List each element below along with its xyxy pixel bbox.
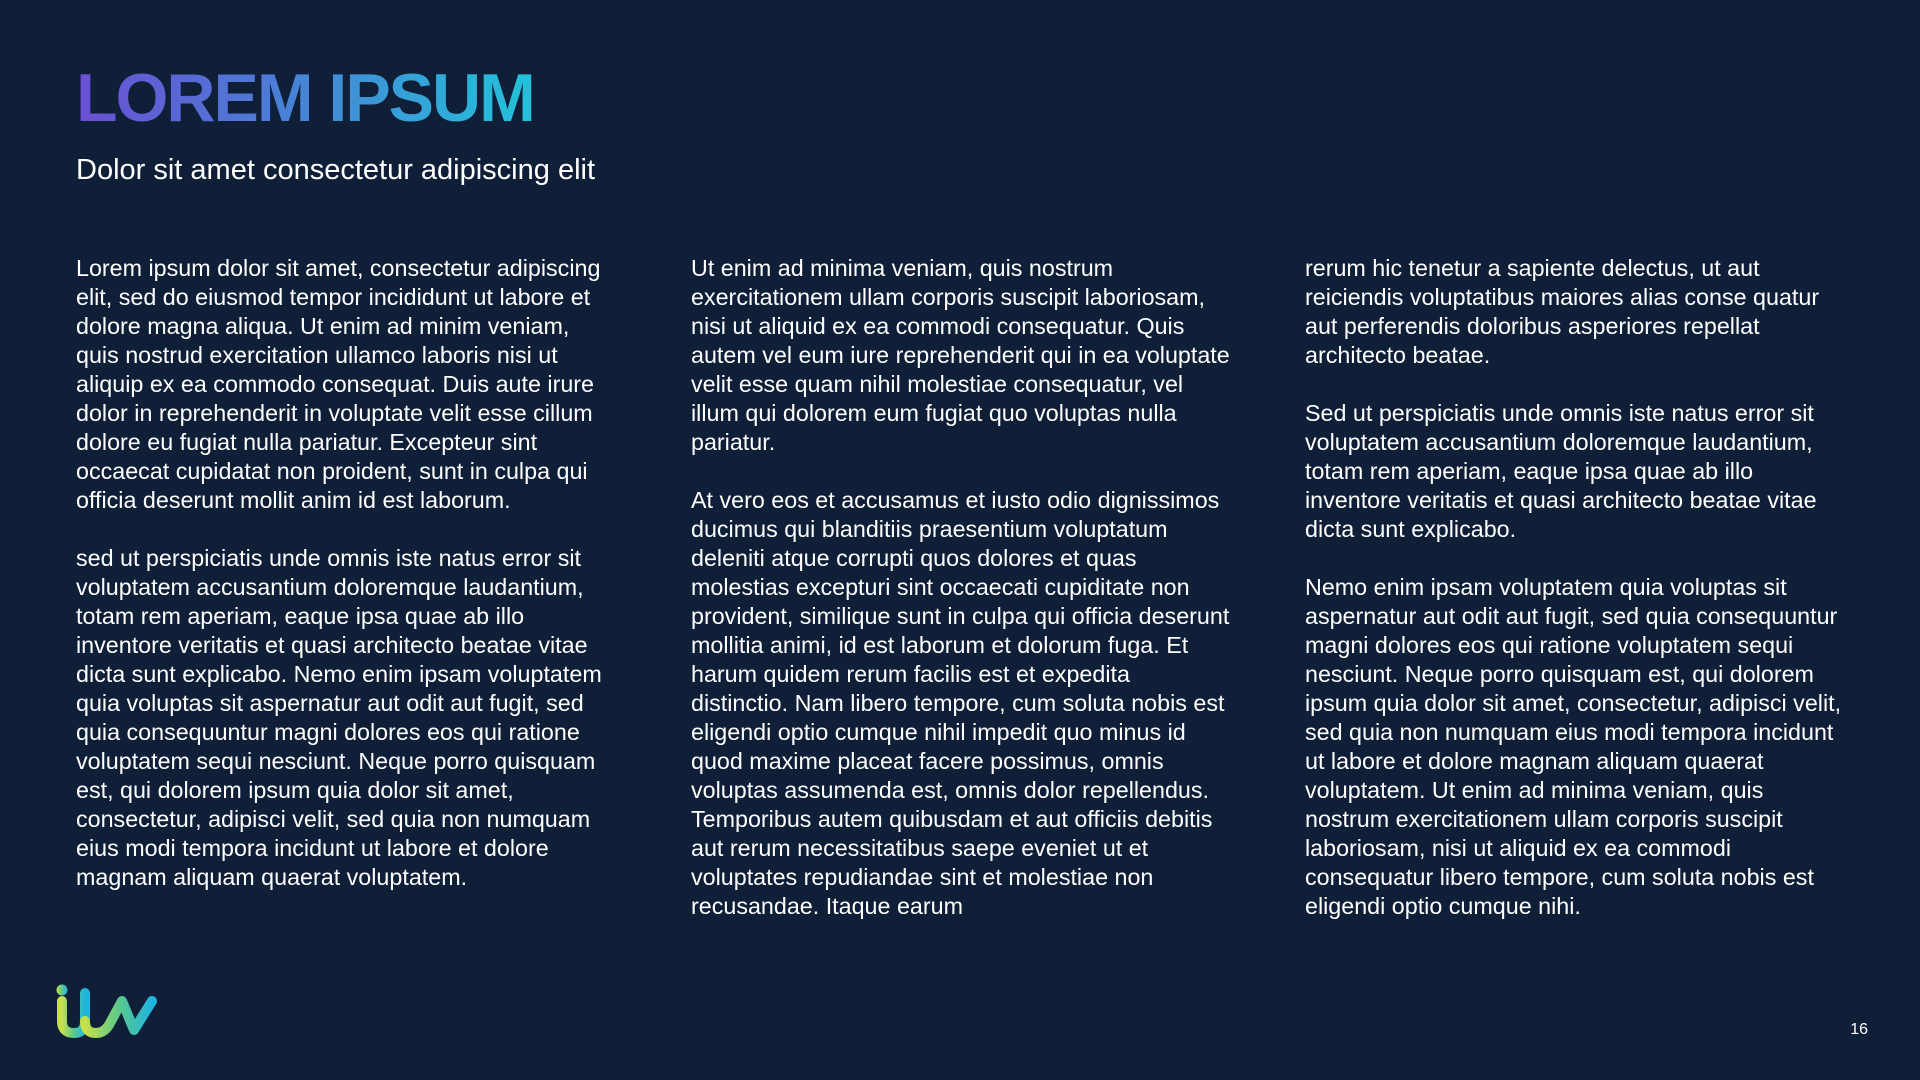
page-number: 16 — [1850, 1021, 1868, 1038]
itv-logo-icon — [54, 984, 160, 1038]
slide-subtitle: Dolor sit amet consectetur adipiscing elit — [76, 154, 596, 186]
slide-title: LOREM IPSUM — [76, 56, 534, 140]
itv-logo — [54, 984, 160, 1038]
paragraph: sed ut perspiciatis unde omnis iste natus error sit voluptatem accusantium doloremque laudantium, totam rem aperiam, eaque ipsa quae ab illo inventore veritatis et quasi architecto beatae vitae dicta sunt explicabo. Nemo enim ipsam voluptatem quia voluptas sit aspernatur aut odit aut fugit, sed quia consequuntur magni dolores eos qui ratione voluptatem sequi nesciunt. Neque porro quisquam est, qui dolorem ipsum quia dolor sit amet, consectetur, adipisci velit, sed quia non numquam eius modi tempora incidunt ut labore et dolore magnam aliquam quaerat voluptatem. — [76, 545, 602, 890]
text-column-1 — [76, 254, 616, 921]
paragraph: Nemo enim ipsam voluptatem quia voluptas sit aspernatur aut odit aut fugit, sed quia consequuntur magni dolores eos qui ratione voluptatem sequi nesciunt. Neque porro quisquam est, qui dolorem ipsum quia dolor sit amet, consectetur, adipisci velit, sed quia non numquam eius modi tempora incidunt ut labore et dolore magnam aliquam quaerat voluptatem. Ut enim ad minima veniam, quis nostrum exercitationem ullam corporis suscipit laboriosam, nisi ut aliquid ex ea commodi consequatur libero tempore, cum soluta nobis est eligendi optio cumque nihi. — [1305, 574, 1842, 919]
paragraph: Sed ut perspiciatis unde omnis iste natus error sit voluptatem accusantium doloremque laudantium, totam rem aperiam, eaque ipsa quae ab illo inventore veritatis et quasi architecto beatae vitae dicta sunt explicabo. — [1305, 400, 1817, 542]
paragraph: rerum hic tenetur a sapiente delectus, ut aut reiciendis voluptatibus maiores alias conse quatur aut perferendis doloribus asperiores repellat architecto beatae. — [1305, 255, 1820, 368]
text-column-3 — [1305, 254, 1845, 950]
paragraph: At vero eos et accusamus et iusto odio dignissimos ducimus qui blanditiis praesentium voluptatum deleniti atque corrupti quos dolores et quas molestias excepturi sint occaecati cupiditate non provident, similique sunt in culpa qui officia deserunt mollitia animi, id est laborum et dolorum fuga. Et harum quidem rerum facilis est et expedita distinctio. Nam libero tempore, cum soluta nobis est eligendi optio cumque nihil impedit quo minus id quod maxime placeat facere possimus, omnis voluptas assumenda est, omnis dolor repellendus. Temporibus autem quibusdam et aut officiis debitis aut rerum necessitatibus saepe eveniet ut et voluptates repudiandae sint et molestiae non recusandae. Itaque earum — [691, 487, 1230, 919]
text-column-2 — [691, 254, 1231, 950]
paragraph: Ut enim ad minima veniam, quis nostrum exercitationem ullam corporis suscipit laboriosam, nisi ut aliquid ex ea commodi consequatur. Quis autem vel eum iure reprehenderit qui in ea voluptate velit esse quam nihil molestiae consequatur, vel illum qui dolorem eum fugiat quo voluptas nulla pariatur. — [691, 255, 1230, 455]
paragraph: Lorem ipsum dolor sit amet, consectetur adipiscing elit, sed do eiusmod tempor incididunt ut labore et dolore magna aliqua. Ut enim ad minim veniam, quis nostrud exercitation ullamco laboris nisi ut aliquip ex ea commodo consequat. Duis aute irure dolor in reprehenderit in voluptate velit esse cillum dolore eu fugiat nulla pariatur. Excepteur sint occaecat cupidatat non proident, sunt in culpa qui officia deserunt mollit anim id est laborum. — [76, 255, 601, 513]
